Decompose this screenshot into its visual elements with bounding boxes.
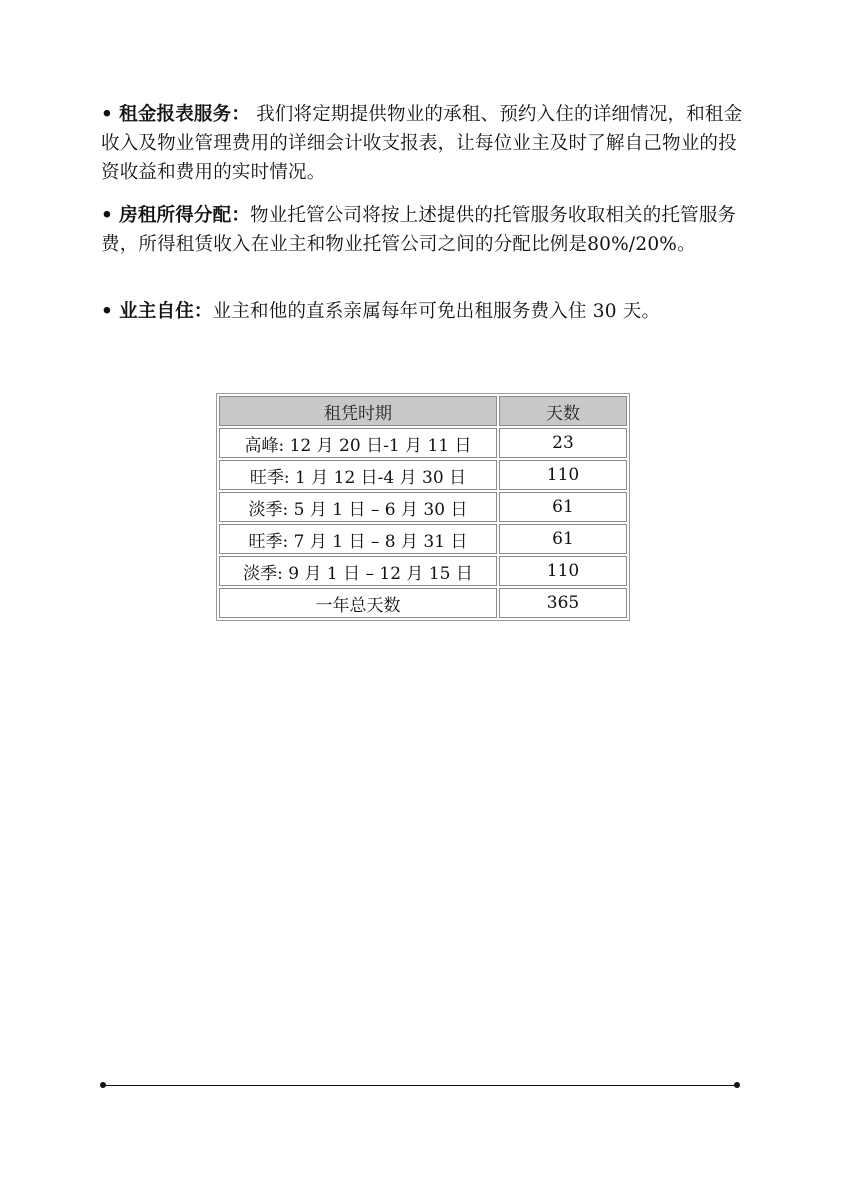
- bullet: •: [101, 301, 114, 322]
- table-row: [219, 524, 627, 554]
- footer-divider: [103, 1085, 737, 1086]
- table-header-row: [219, 396, 627, 426]
- table-row: [219, 460, 627, 490]
- header-days: 天数: [499, 396, 627, 426]
- days-cell: 61: [499, 524, 627, 554]
- table-row: [219, 556, 627, 586]
- rental-period-table: [216, 393, 630, 621]
- period-cell: 淡季: 5 月 1 日 – 6 月 30 日: [219, 492, 497, 522]
- paragraph-text: 业主和他的直系亲属每年可免出租服务费入住 30 天。: [212, 301, 661, 322]
- paragraph-rent-report-service: [101, 100, 749, 187]
- table-total-row: [219, 588, 627, 618]
- paragraph-text: 物业托管公司将按上述提供的托管服务收取相关的托管服务费，所得租赁收入在业主和物业托管公司之间的分配比例是80%/20%。: [101, 205, 737, 255]
- total-days-cell: 365: [499, 588, 627, 618]
- days-cell: 23: [499, 428, 627, 458]
- total-label-cell: 一年总天数: [219, 588, 497, 618]
- paragraph-lead: 业主自住：: [119, 301, 213, 322]
- divider-right-dot: [734, 1082, 740, 1088]
- bullet: •: [101, 104, 114, 125]
- paragraph-text: 我们将定期提供物业的承租、预约入住的详细情况，和租金收入及物业管理费用的详细会计收支报表，让每位业主及时了解自己物业的投资收益和费用的实时情况。: [101, 104, 743, 183]
- days-cell: 110: [499, 556, 627, 586]
- table-row: [219, 428, 627, 458]
- divider-left-dot: [100, 1082, 106, 1088]
- days-cell: 110: [499, 460, 627, 490]
- period-cell: 旺季: 1 月 12 日-4 月 30 日: [219, 460, 497, 490]
- bullet: •: [101, 205, 114, 226]
- header-rental-period: 租凭时期: [219, 396, 497, 426]
- days-cell: 61: [499, 492, 627, 522]
- paragraph-lead: 租金报表服务：: [119, 104, 251, 125]
- paragraph-lead: 房租所得分配：: [119, 205, 251, 226]
- period-cell: 旺季: 7 月 1 日 – 8 月 31 日: [219, 524, 497, 554]
- paragraph-rent-income-split: [101, 201, 749, 259]
- period-cell: 高峰: 12 月 20 日-1 月 11 日: [219, 428, 497, 458]
- paragraph-owner-self-use: [101, 297, 749, 326]
- period-cell: 淡季: 9 月 1 日 – 12 月 15 日: [219, 556, 497, 586]
- table-row: [219, 492, 627, 522]
